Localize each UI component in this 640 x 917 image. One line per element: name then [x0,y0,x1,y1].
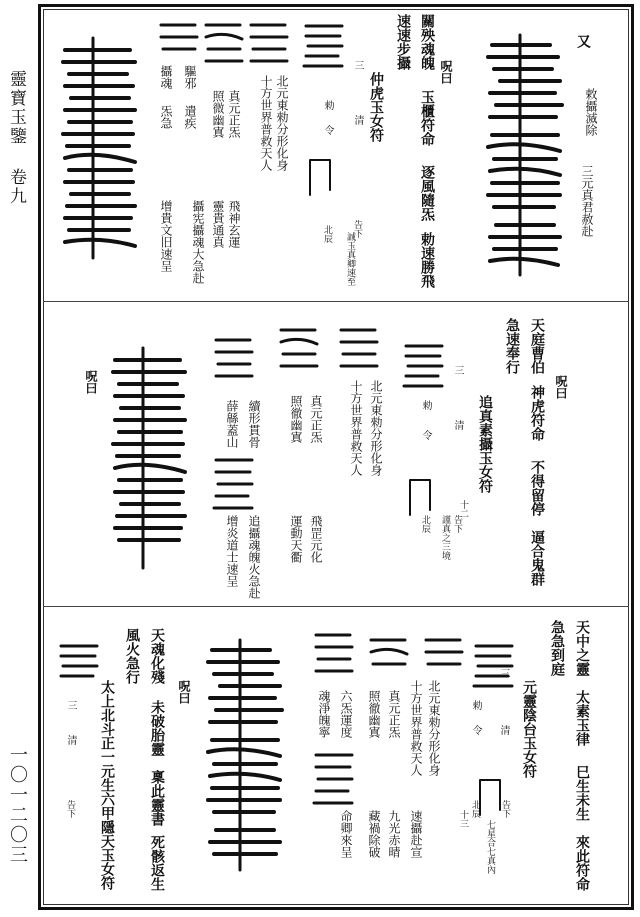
panel2-text-col: 逼合鬼群 [529,530,545,586]
panel1-text-col: 關殃魂魄 [419,14,435,70]
panel3-text-col: 急急到庭 [549,620,565,676]
panel1-heading: 又 [575,34,591,48]
panel3-text-col: 天魂化殘 [149,628,165,684]
panel2-verse: 飛罡元化 [309,515,323,563]
panel2-talisman-glyph [335,320,383,380]
panel3-text-col: 未破胎靈 [149,700,165,756]
panel1-text-col: 逐風隨炁 [419,165,435,221]
panel3-verse: 速攝赴宣 [409,810,423,858]
panel1-verse: 照微幽寘 [211,90,225,138]
panel1-text-col: 玉櫃符命 [419,90,435,146]
panel2-spell-label: 呪曰 [554,375,568,399]
panel3-verse: 魂淨魄寧 [317,690,331,738]
panel1-note: 誠玉真卿速至 [345,232,355,286]
panel2-note: 勑 [420,400,431,410]
panel1-talisman-glyph [155,15,203,75]
panel3-verse: 六炁運度 [339,690,353,738]
panel2-note: 令 [420,430,431,440]
panel3-verse: 九光赤晴 [387,810,401,858]
panel3-text-col: 天中之靈 [574,620,590,676]
panel3-note: 三 [498,668,509,678]
panel3-note: 勑 [470,700,481,710]
panel3-note: 十三 [458,810,468,828]
panel3-verse: 照徹幽寘 [367,690,381,738]
panel1-note: 告下 [352,220,362,238]
panel3-verse: 北元東勑分形化身 [427,680,441,776]
panel2-note: 告下 [452,515,462,533]
panel1-verse: 飛神玄運 [227,200,241,248]
panel1-small-note: 三元真君赦赴 [580,165,594,237]
panel3-talisman-small-left [55,630,103,690]
panel3-talisman-title: 太上北斗正一元生六甲隱天玉女符 [99,680,115,890]
panel3-text-col: 來此符命 [574,835,590,891]
panel1-talisman-glyph [245,15,293,75]
panel1-talisman-left [55,30,145,270]
panel2-verse: 續形貫骨 [247,400,261,448]
panel1-verse: 炁急 [159,105,173,129]
panel1-talisman-small [300,10,348,210]
panel3-note: 清 [498,725,509,735]
panel2-note: 謹真之三境 [440,515,450,560]
panel3-note: 七星合七真內 [485,820,495,874]
panel3-verse: 真元正炁 [387,690,401,738]
panel2-verse: 增炎道士速呈 [225,515,239,587]
book-title: 靈寶玉鑒 [6,70,26,146]
panel2-talisman-glyph [210,330,260,560]
panel2-talisman-small [400,330,448,540]
panel3-spell-label: 呪曰 [177,680,191,704]
panel1-verse: 攝宪攝魂大急赴 [191,200,205,284]
panel1-spell-label: 呪曰 [439,60,453,84]
panel2-text-col: 不得留停 [529,460,545,516]
panel3-verse: 十方世界普救天人 [409,680,423,776]
panel2-text-col: 天庭曹伯 [529,318,545,374]
panel3-note: 三 [65,700,76,710]
panel3-text-col: 太素玉律 [574,690,590,746]
panel2-note: 十二 [458,500,468,518]
panel1-note: 北辰 [322,225,332,243]
panel3-text-col: 稟此靈書 [149,770,165,826]
panel3-note: 告下 [65,800,75,818]
panel2-verse: 十方世界普救天人 [349,380,363,476]
panel3-talisman-glyph [310,625,360,875]
panel1-verse: 驅邪 [183,65,197,89]
panel2-talisman-large [105,340,190,580]
panel3-talisman-glyph [365,630,413,680]
panel1-note: 清 [352,115,363,125]
panel2-spell-label-left: 呪曰 [84,370,98,394]
panel2-note: 北辰 [420,515,430,533]
panel1-verse: 北元東勑分形化身 [275,75,289,171]
panel1-note: 勑 [322,100,333,110]
panel2-talisman-glyph [275,320,323,380]
panel3-text-col: 死骸返生 [149,835,165,891]
panel1-verse: 增貴文旧速呈 [159,200,173,272]
volume-label: 卷九 [6,168,26,206]
panel1-text-col: 敕攝滅除 [584,88,598,136]
panel1-verse: 十方世界普救天人 [259,75,273,171]
panel3-text-col: 風火急行 [124,628,140,684]
panel2-verse: 薛緜蓋山 [225,400,239,448]
panel1-text-col: 勅速勝飛 [419,232,435,288]
panel2-note: 三 [452,365,463,375]
panel1-note: 令 [322,125,333,135]
panel1-verse: 遣疾 [183,105,197,129]
panel3-talisman-glyph [420,630,468,680]
panel1-talisman-title: 仲虎玉女符 [368,72,384,142]
panel3-talisman-small [470,630,518,840]
panel3-note: 清 [65,735,76,745]
panel1-note: 三 [352,60,363,70]
panel2-verse: 追攝魂魄火急赴 [247,515,261,599]
panel1-verse: 靈貴通真 [211,200,225,248]
panel3-note: 北辰 [470,800,480,818]
panel2-text-col: 急速奉行 [504,318,520,374]
panel2-verse: 真元正炁 [309,395,323,443]
page-number: 一〇一二〇三 [7,745,28,865]
panel1-verse: 真元正炁 [227,90,241,138]
panel2-verse: 照徹幽寘 [289,395,303,443]
panel1-verse: 攝魂 [159,65,173,89]
panel-divider-2 [43,606,629,607]
panel1-talisman-glyph [200,15,248,75]
panel3-verse: 命卿來呈 [339,810,353,858]
panel3-talisman-title: 元靈陰台玉女符 [521,680,537,778]
panel1-talisman-large [480,25,570,285]
panel3-note: 令 [470,725,481,735]
panel3-note: 告下 [500,800,510,818]
panel3-talisman-large [200,630,290,880]
panel2-verse: 北元東勑分形化身 [369,380,383,476]
panel-divider-1 [43,301,629,302]
panel1-text-col: 速速步攝 [395,14,411,70]
panel3-text-col: 巳生未生 [574,765,590,821]
panel3-verse: 藏禍除破 [367,810,381,858]
panel2-text-col: 神虎符命 [529,385,545,441]
panel2-note: 清 [452,420,463,430]
panel2-verse: 運動天衢 [289,515,303,563]
panel2-talisman-title: 追真素攝玉女符 [477,395,493,493]
